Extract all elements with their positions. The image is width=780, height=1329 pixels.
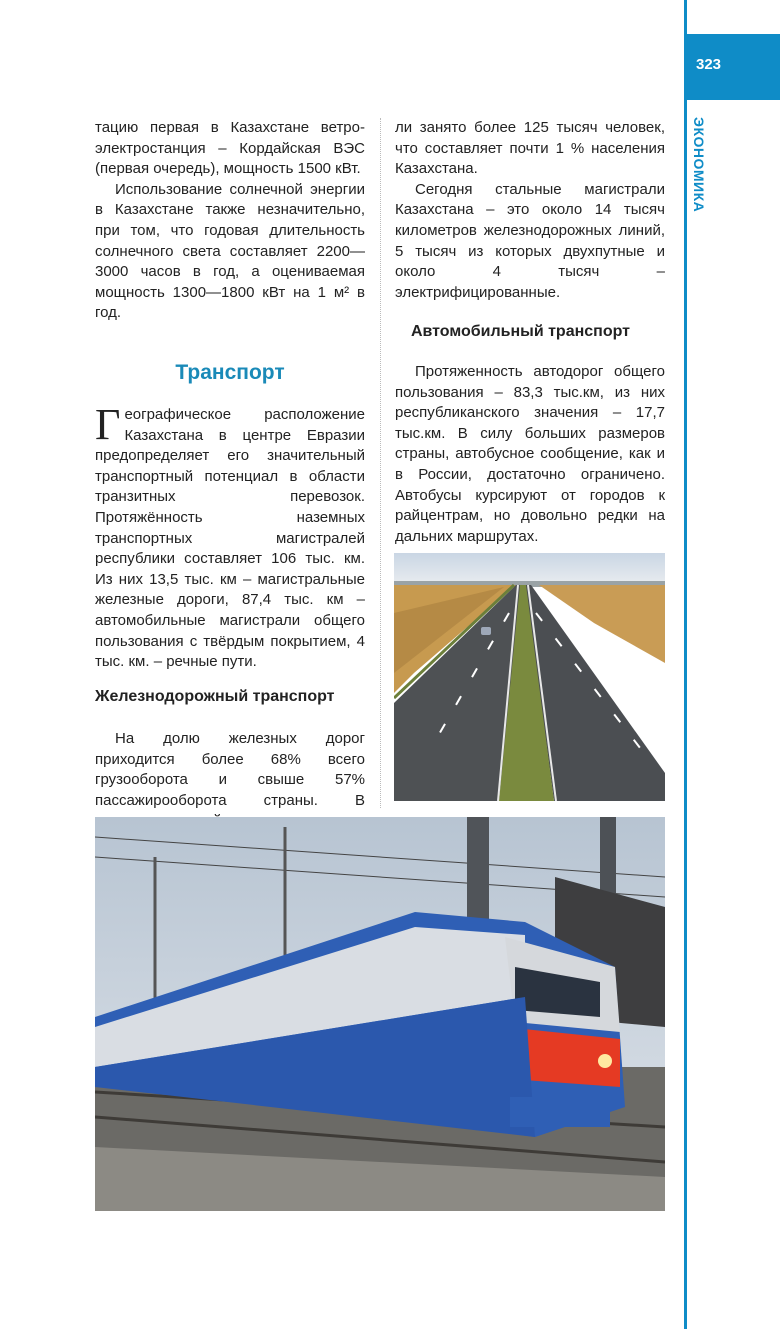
col1-paragraph-4: На долю железных дорог приходится более 68% всего грузооборота и свыше 57% пассажирооборота страны. В bbox=[95, 730, 365, 809]
col1-top bbox=[95, 118, 365, 324]
section-label bbox=[687, 112, 713, 232]
col2-top bbox=[395, 118, 665, 303]
col2-paragraph-2: Сегодня стальные магистрали Казахстана – это около 14 тысяч километров железнодорожных линий, 5 тысяч из которых двухпутные и около 4 тысяч – электрифицированные. bbox=[395, 180, 665, 301]
rail-subheading: Железнодорожный транспорт bbox=[95, 688, 335, 705]
train-photo bbox=[95, 817, 665, 1211]
highway-photo bbox=[394, 553, 665, 801]
col1-paragraph-1: тацию первая в Казахстане ветро-электростанция – Кордайская ВЭС (первая очередь), мощность 1500 кВт. bbox=[95, 119, 365, 178]
dropcap: Г bbox=[95, 400, 121, 449]
page-number: 323 bbox=[696, 56, 722, 73]
col2-bottom bbox=[395, 362, 665, 547]
section-label-text: ЭКОНОМИКА bbox=[691, 117, 707, 213]
section-heading: Транспорт bbox=[175, 361, 285, 384]
col2-paragraph-3: Протяженность автодорог общего пользования – 83,3 тыс.км, из них республиканского значения – 17,7 тыс.км. В силу больших размеров страны, автобусное сообщение, как и в России, достаточно ограничено. Автобусы курсируют от городов к райцентрам, но довольно редки на дальних маршрутах. bbox=[395, 363, 665, 545]
col1-paragraph-2: Использование солнечной энергии в Казахстане также незначительно, при том, что годовая длительность солнечного света составляет 2200—3000 часов в год, а оцениваемая мощность 1300—1800 кВт на 1 м² в год. bbox=[95, 180, 365, 322]
col2-paragraph-1: ли занято более 125 тысяч человек, что составляет почти 1 % населения Казахстана. bbox=[395, 119, 665, 178]
col1-intro bbox=[95, 400, 365, 673]
col1-paragraph-3: еографическое расположение Казахстана в центре Евразии предопределяет его значительный транспортный потенциал в области транзитных перевозок. Протяжённость наземных транспортных магистралей республики составляет 106 тыс. км. Из них 13,5 тыс. км – магистральные железные дороги, 87,4 тыс. км – автомобильные магистрали общего пользования с твёрдым покрытием, 4 тыс. км. – речные пути. bbox=[95, 406, 365, 671]
column-divider bbox=[380, 118, 381, 808]
road-subheading: Автомобильный транспорт bbox=[411, 323, 630, 340]
